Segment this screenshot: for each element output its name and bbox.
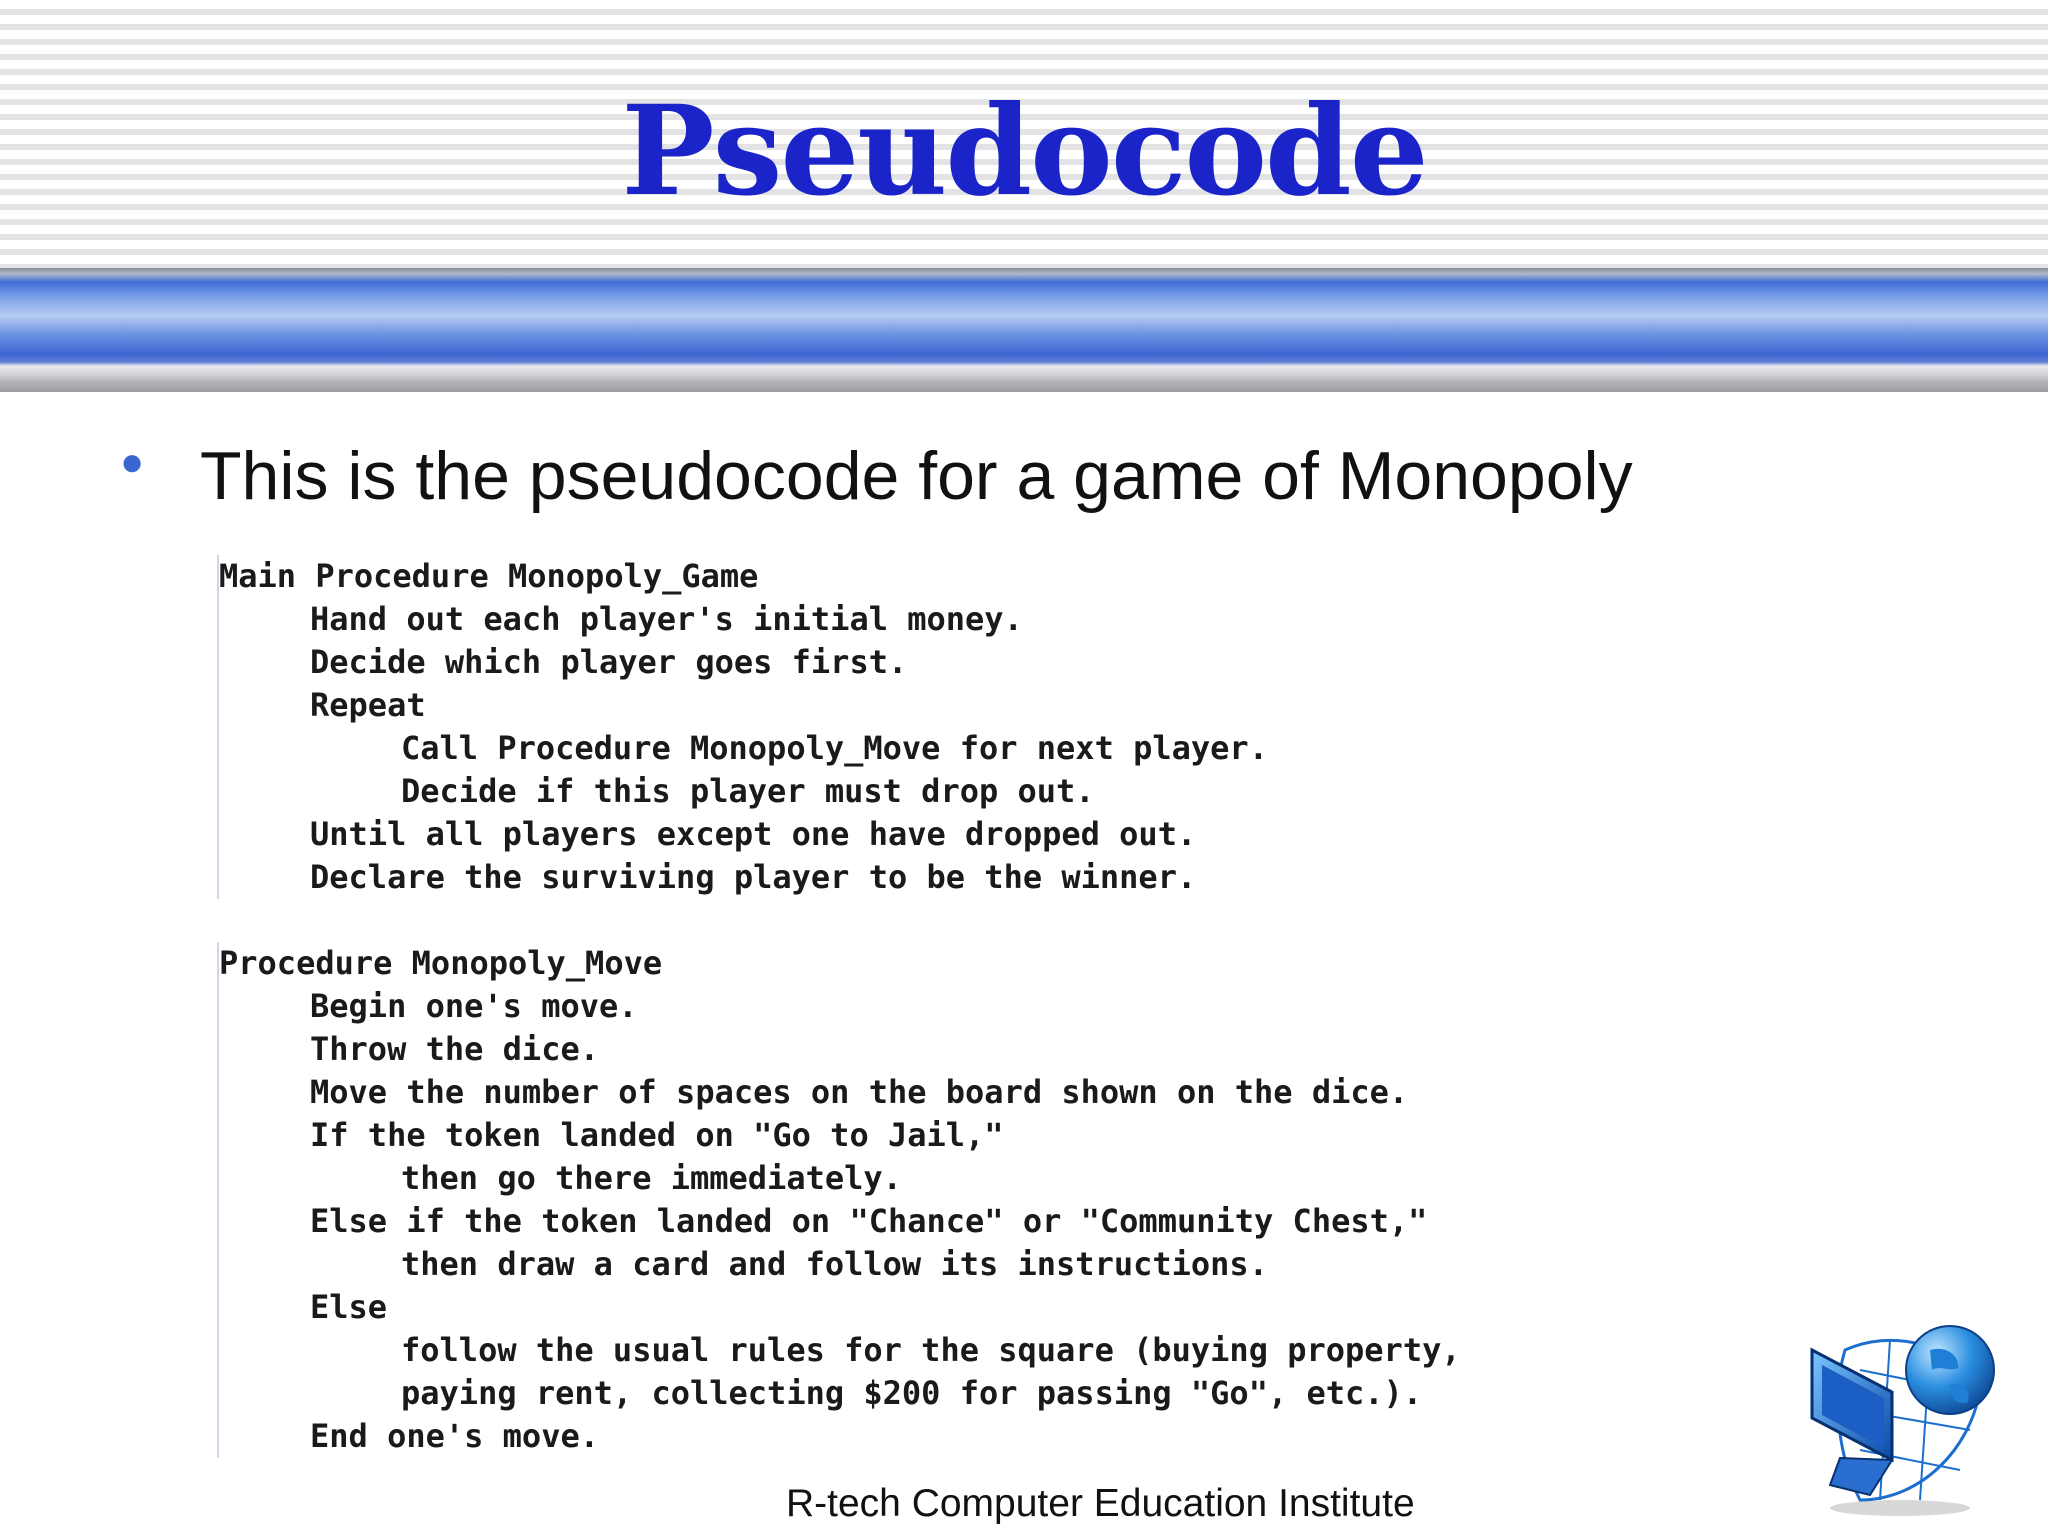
- code-line: follow the usual rules for the square (buying property,: [401, 1331, 1461, 1369]
- code-line: Decide if this player must drop out.: [401, 772, 1095, 810]
- code-line: Procedure Monopoly_Move: [219, 944, 663, 982]
- code-line: Move the number of spaces on the board shown on the dice.: [310, 1073, 1409, 1111]
- code-line: Until all players except one have dropped out.: [310, 815, 1197, 853]
- code-block-move-procedure: [217, 942, 1461, 1458]
- code-line: Decide which player goes first.: [310, 643, 908, 681]
- code-line: Declare the surviving player to be the winner.: [310, 858, 1197, 896]
- code-line: Hand out each player's initial money.: [310, 600, 1023, 638]
- header-band: [0, 268, 2048, 392]
- code-block-main-procedure: [217, 555, 1268, 899]
- code-line: Else: [310, 1288, 388, 1326]
- code-line: Throw the dice.: [310, 1030, 599, 1068]
- code-line: paying rent, collecting $200 for passing "Go", etc.).: [401, 1374, 1423, 1412]
- code-line: If the token landed on "Go to Jail,": [310, 1116, 1004, 1154]
- code-line: Begin one's move.: [310, 987, 638, 1025]
- footer-institute: R-tech Computer Education Institute: [786, 1482, 1415, 1525]
- code-line: Main Procedure Monopoly_Game: [219, 557, 759, 595]
- computer-globe-logo-icon: [1800, 1310, 2000, 1520]
- code-line: then go there immediately.: [401, 1159, 902, 1197]
- code-line: Else if the token landed on "Chance" or "Community Chest,": [310, 1202, 1428, 1240]
- bullet-dot-icon: ●: [120, 440, 145, 484]
- code-line: then draw a card and follow its instructions.: [401, 1245, 1268, 1283]
- slide-title: Pseudocode: [621, 79, 1427, 224]
- code-line: Repeat: [310, 686, 426, 724]
- code-line: Call Procedure Monopoly_Move for next player.: [401, 729, 1268, 767]
- code-line: End one's move.: [310, 1417, 599, 1455]
- bullet-text: This is the pseudocode for a game of Monopoly: [200, 438, 1633, 514]
